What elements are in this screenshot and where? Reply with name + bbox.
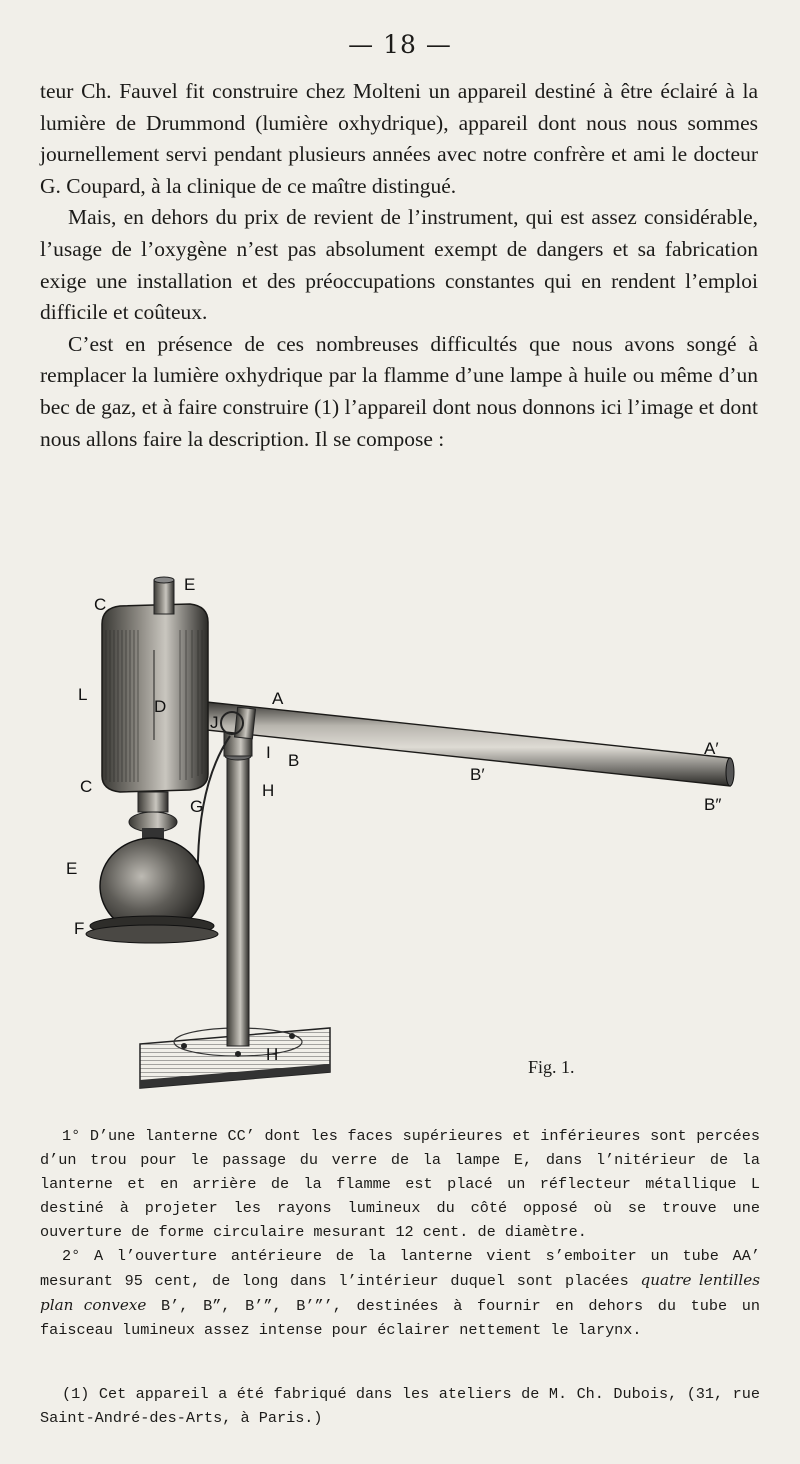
paragraph-1: teur Ch. Fauvel fit construire chez Molteni un appareil destiné à être éclairé à la lumière de Drummond (lumière oxhydrique), appareil dont nous nous sommes journellement servi pendant plusieurs années avec notre confrère et ami le docteur G. Coupard, à la clinique de ce maître distingué. [40, 79, 758, 198]
label-c-top: C [94, 595, 107, 614]
footnote-text: (1) Cet appareil a été fabriqué dans les ateliers de M. Ch. Dubois, (31, rue Saint-André-des-Arts, à Paris.) [40, 1385, 760, 1427]
figure-caption: Fig. 1. [528, 1057, 575, 1077]
label-j: J [210, 713, 219, 732]
label-d: D [154, 697, 167, 716]
paragraph-3: C’est en présence de ces nombreuses difficultés que nous avons songé à remplacer la lumière oxhydrique par la flamme d’une lampe à huile ou même d’un bec de gaz, et à faire construire (1) l’appareil dont nous donnons ici l’image et dont nous allons faire la description. Il se compose : [40, 331, 758, 451]
item-2-start: 2° A l’ouverture antérieure de la lanterne vient s’emboiter un tube AA’ mesurant 95 cent, de long dans l’intérieur duquel sont placées [40, 1247, 760, 1290]
label-b-double: B″ [704, 795, 722, 814]
label-h: H [262, 781, 275, 800]
description-item-2 [40, 1244, 760, 1342]
description-item-1: 1° D’une lanterne CC’ dont les faces supérieures et inférieures sont percées d’un trou pour le passage du verre de la lampe E, dans l’nitérieur de la lanterne et en arrière de la flamme est placé un réflecteur métallique L destiné à projeter les rayons lumineux du côté opposé où se trouve une ouverture de forme circulaire mesurant 12 cent. de diamètre. [40, 1127, 760, 1241]
apparatus-illustration [40, 560, 760, 1100]
label-g: G [190, 797, 204, 816]
vertical-stand [224, 732, 252, 1046]
figure-apparatus [40, 560, 760, 1100]
label-c-bottom: C [80, 777, 93, 796]
label-e-bottom: E [66, 859, 78, 878]
label-l: L [78, 685, 88, 704]
page-number: — 18 — [348, 30, 452, 59]
label-a-prime: A′ [704, 739, 719, 758]
item-2-end: B’, B”, B’”, B’”’, destinées à fournir en dehors du tube un faisceau lumineux assez intense pour éclairer nettement le larynx. [40, 1297, 761, 1339]
item-2-emphasis: quatre lentilles plan convexe [40, 1271, 760, 1314]
label-i: I [266, 743, 271, 762]
label-h-base: H [266, 1045, 279, 1064]
paragraph-2: Mais, en dehors du prix de revient de l’instrument, qui est assez considérable, l’usage de l’oxygène n’est pas absolument exempt de dangers et sa fabrication exige une installation et des préoccupations constantes qui en rendent l’emploi difficile et coûteux. [40, 205, 758, 325]
label-b: B [288, 751, 300, 770]
label-e-top: E [184, 575, 196, 594]
label-a: A [272, 689, 284, 708]
footnote [40, 1382, 760, 1430]
description-text [40, 1124, 760, 1342]
label-f: F [74, 919, 85, 938]
lantern [102, 577, 208, 792]
label-b-prime: B′ [470, 765, 485, 784]
body-text [40, 76, 758, 455]
